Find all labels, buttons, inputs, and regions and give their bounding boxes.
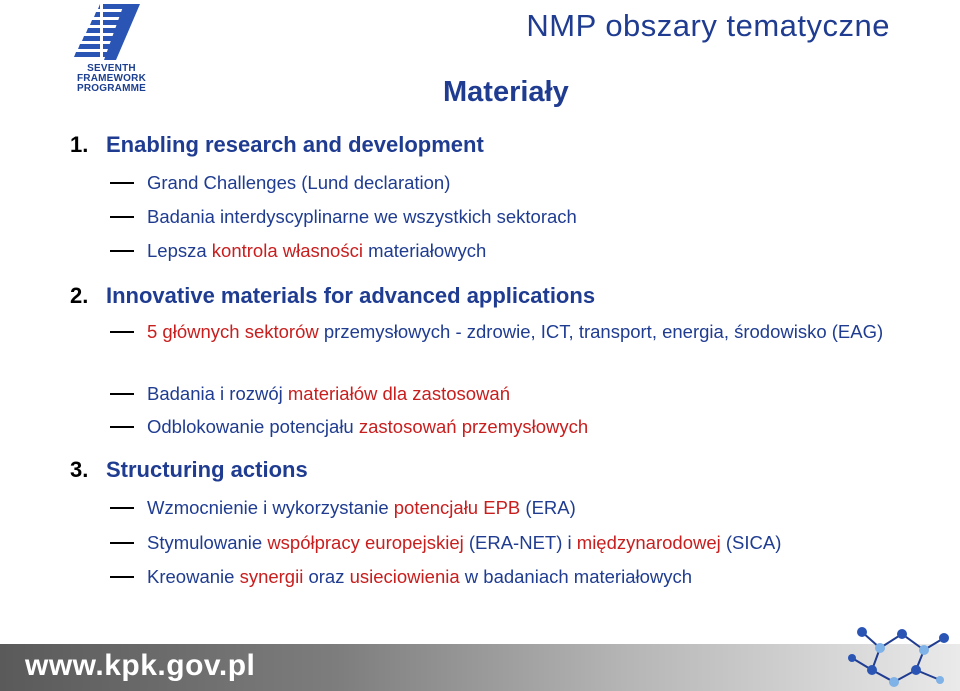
text-segment: (SICA) — [720, 532, 782, 553]
dash-icon — [110, 576, 134, 578]
highlighted-text: współpracy europejskiej — [267, 532, 464, 553]
dash-icon — [110, 507, 134, 509]
text-segment: Kreowanie — [147, 566, 240, 587]
highlighted-text: zastosowań przemysłowych — [358, 416, 589, 437]
list-item-text — [147, 318, 927, 345]
section-number: 2. — [70, 283, 89, 308]
dash-icon — [110, 393, 134, 395]
highlighted-text: międzynarodowej — [576, 532, 721, 553]
highlighted-text: usieciowienia — [349, 566, 460, 587]
list-item-text — [147, 563, 907, 590]
footer-bar — [0, 644, 960, 691]
highlighted-text: kontrola własności — [211, 240, 363, 261]
text-segment: Lepsza — [147, 240, 212, 261]
molecule-network-icon — [832, 612, 960, 691]
page-title: NMP obszary tematyczne — [526, 8, 890, 43]
dash-icon — [110, 331, 134, 333]
text-segment: (ERA) — [520, 497, 576, 518]
text-segment: (ERA-NET) i — [463, 532, 577, 553]
section-title: Innovative materials for advanced applications — [106, 283, 596, 308]
section-heading-1 — [70, 132, 484, 158]
highlighted-text: potencjału EPB — [393, 497, 521, 518]
text-segment: w badaniach materiałowych — [459, 566, 693, 587]
highlighted-text: 5 głównych sektorów — [147, 321, 319, 342]
text-segment: materiałowych — [362, 240, 487, 261]
text-segment: oraz — [303, 566, 350, 587]
list-item-text — [147, 529, 907, 556]
list-item-text — [147, 413, 907, 440]
dash-icon — [110, 182, 134, 184]
highlighted-text: synergii — [239, 566, 304, 587]
section-heading-3 — [70, 457, 308, 483]
list-item-text — [147, 169, 907, 196]
section-number: 1. — [70, 132, 89, 157]
list-item-text — [147, 203, 907, 230]
text-segment: Badania i rozwój — [147, 383, 288, 404]
text-segment: Stymulowanie — [147, 532, 268, 553]
text-segment: Odblokowanie potencjału — [147, 416, 359, 437]
list-item-text — [147, 380, 907, 407]
text-segment: Wzmocnienie i wykorzystanie — [147, 497, 394, 518]
text-segment: Grand Challenges (Lund declaration) — [147, 172, 451, 193]
dash-icon — [110, 542, 134, 544]
dash-icon — [110, 216, 134, 218]
section-title: Enabling research and development — [106, 132, 484, 157]
text-segment: Badania interdyscyplinarne we wszystkich sektorach — [147, 206, 577, 227]
fp7-logo-text: SEVENTH FRAMEWORK PROGRAMME — [76, 63, 147, 94]
section-number: 3. — [70, 457, 89, 482]
section-title: Structuring actions — [106, 457, 308, 482]
dash-icon — [110, 426, 134, 428]
footer-url-link[interactable]: www.kpk.gov.pl — [25, 649, 256, 682]
text-segment: przemysłowych - zdrowie, ICT, transport, energia, środowisko (EAG) — [318, 321, 884, 342]
page-subtitle: Materiały — [443, 76, 569, 108]
list-item-text — [147, 237, 907, 264]
highlighted-text: materiałów dla zastosowań — [287, 383, 510, 404]
dash-icon — [110, 250, 134, 252]
list-item-text — [147, 494, 907, 521]
section-heading-2 — [70, 283, 595, 309]
